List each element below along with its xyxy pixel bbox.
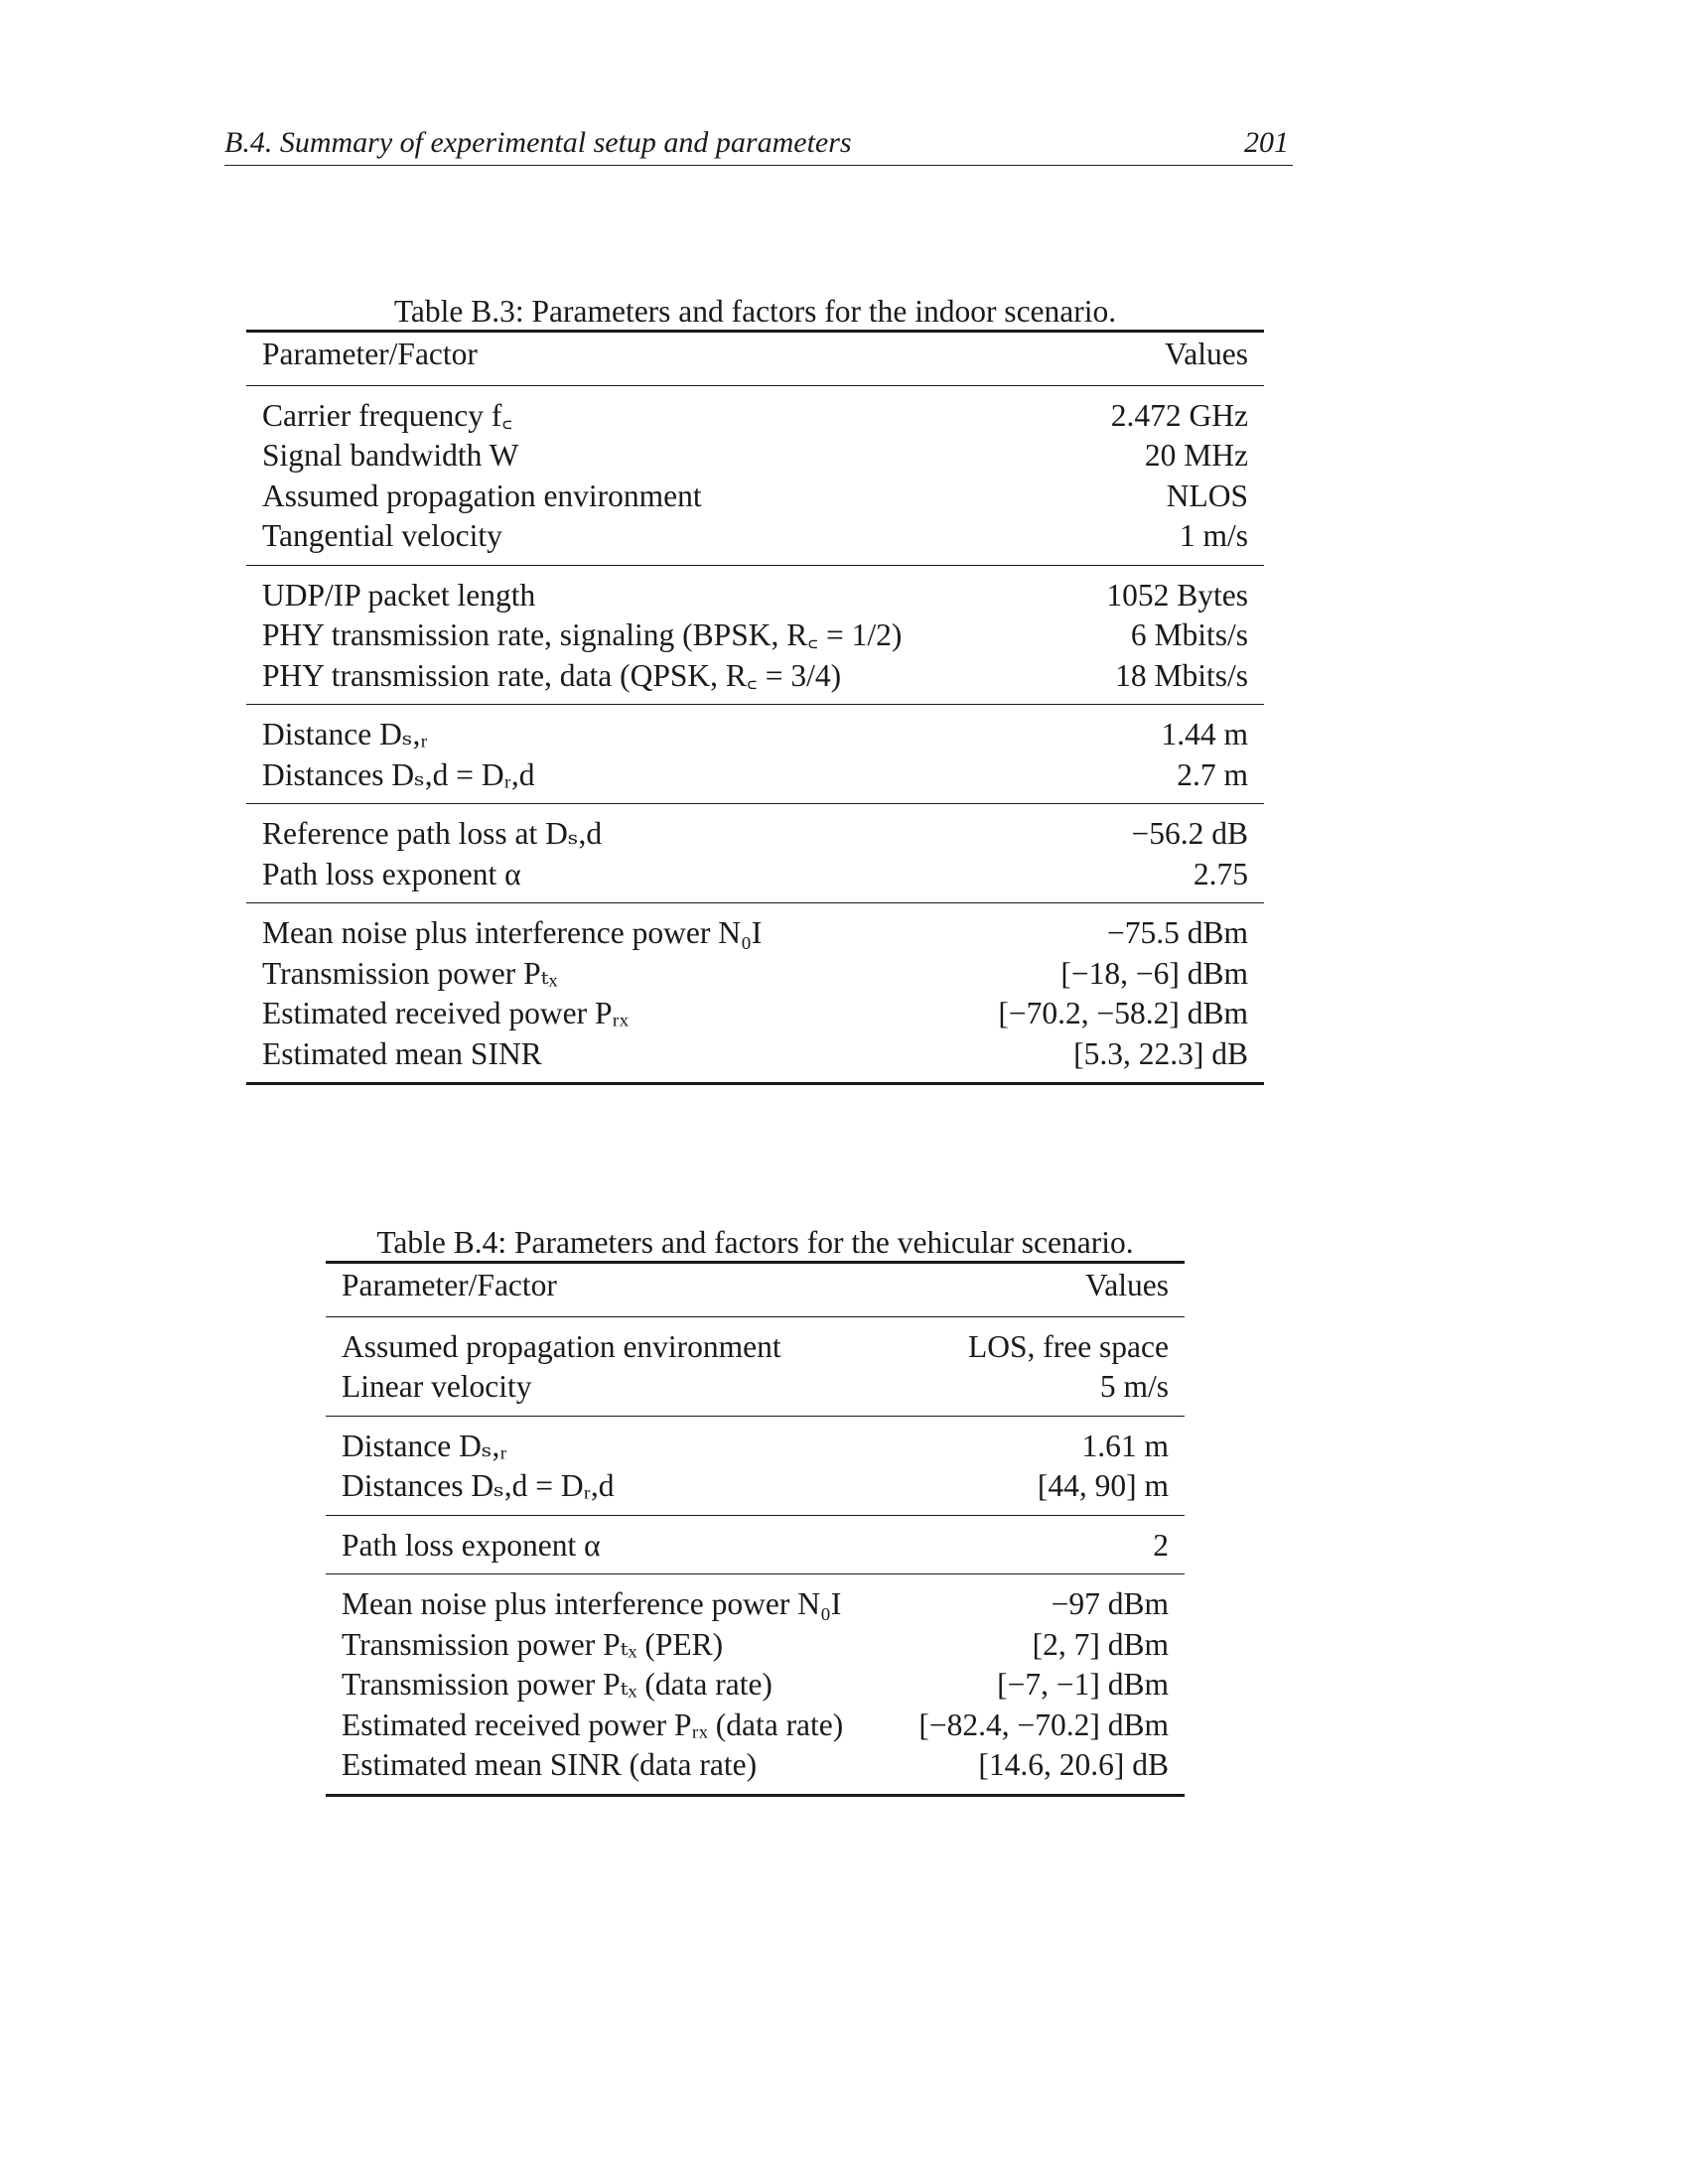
table-row: [246, 804, 1264, 855]
value-cell: [44, 90] m: [1037, 1468, 1169, 1503]
value-cell: 1 m/s: [1179, 518, 1248, 553]
table-header-row: [326, 1263, 1185, 1317]
parameter-cell: Transmission power Pₜₓ (data rate): [342, 1667, 773, 1702]
value-cell: −97 dBm: [888, 1574, 1185, 1625]
table-row: [326, 1745, 1185, 1795]
parameter-cell: Reference path loss at Dₛ,d: [246, 804, 963, 855]
parameter-cell: Path loss exponent α: [326, 1515, 888, 1574]
parameter-cell: Estimated received power Pᵣₓ (data rate): [342, 1706, 844, 1742]
value-cell: −56.2 dB: [963, 804, 1264, 855]
table-row: [246, 615, 1264, 656]
value-cell: [−7, −1] dBm: [997, 1667, 1169, 1702]
parameter-cell: Transmission power Pₜₓ (PER): [342, 1626, 724, 1662]
parameter-cell: UDP/IP packet length: [246, 565, 963, 615]
value-cell: 6 Mbits/s: [1130, 617, 1248, 652]
parameter-cell: Mean noise plus interference power N₀I: [326, 1574, 888, 1625]
table-row: [246, 1034, 1264, 1084]
table-row: [326, 1466, 1185, 1515]
parameter-cell: Mean noise plus interference power N₀I: [246, 903, 963, 954]
parameter-cell: PHY transmission rate, data (QPSK, R꜀ = 3/4): [262, 657, 842, 693]
table-b4: [326, 1225, 1185, 1797]
parameter-cell: Distance Dₛ,ᵣ: [246, 705, 963, 755]
table-row: [326, 1665, 1185, 1706]
value-cell: 1.61 m: [888, 1416, 1185, 1466]
table-row: [246, 565, 1264, 615]
table-row: [246, 656, 1264, 705]
table-row: [246, 755, 1264, 804]
parameter-cell: Distance Dₛ,ᵣ: [326, 1416, 888, 1466]
table-b3: [246, 294, 1264, 1085]
table-row: [246, 516, 1264, 565]
page-number: 201: [1244, 126, 1289, 159]
parameter-cell: Assumed propagation environment: [262, 478, 702, 513]
value-cell: 2.7 m: [1177, 756, 1248, 792]
parameter-cell: Path loss exponent α: [262, 856, 521, 891]
header-parameter: Parameter/Factor: [246, 332, 963, 386]
table-caption: Table B.3: Parameters and factors for the indoor scenario.: [393, 294, 1117, 329]
value-cell: [2, 7] dBm: [1032, 1626, 1169, 1662]
value-cell: [−70.2, −58.2] dBm: [998, 996, 1248, 1030]
parameter-cell: PHY transmission rate, signaling (BPSK, R꜀ = 1/2): [262, 617, 903, 652]
table-row: [326, 1367, 1185, 1416]
table-row: [326, 1574, 1185, 1625]
table-row: [246, 954, 1264, 995]
table-row: [246, 705, 1264, 755]
parameter-cell: Distances Dₛ,d = Dᵣ,d: [262, 756, 535, 792]
value-cell: 5 m/s: [1099, 1369, 1169, 1404]
parameter-cell: Estimated mean SINR (data rate): [326, 1745, 888, 1795]
value-cell: [−82.4, −70.2] dBm: [918, 1706, 1169, 1742]
header-parameter: Parameter/Factor: [326, 1263, 888, 1317]
parameter-cell: Assumed propagation environment: [326, 1316, 888, 1367]
parameter-cell: Linear velocity: [342, 1369, 532, 1404]
value-cell: −75.5 dBm: [963, 903, 1264, 954]
table-row: [246, 903, 1264, 954]
table-row: [246, 994, 1264, 1034]
table-row: [326, 1416, 1185, 1466]
parameter-cell: Signal bandwidth W: [262, 438, 519, 473]
parameter-table: [326, 1261, 1185, 1797]
parameter-table: [246, 330, 1264, 1085]
table-header-row: [246, 332, 1264, 386]
value-cell: 18 Mbits/s: [1115, 657, 1248, 693]
value-cell: [−18, −6] dBm: [1060, 955, 1248, 991]
header-values: Values: [963, 332, 1264, 386]
table-row: [326, 1515, 1185, 1574]
value-cell: 2.75: [1193, 856, 1248, 891]
parameter-cell: Estimated mean SINR: [246, 1034, 963, 1084]
parameter-cell: Distances Dₛ,d = Dᵣ,d: [342, 1468, 615, 1503]
value-cell: 1052 Bytes: [963, 565, 1264, 615]
value-cell: 2: [888, 1515, 1185, 1574]
parameter-cell: Tangential velocity: [262, 518, 502, 553]
table-row: [326, 1316, 1185, 1367]
table-row: [326, 1706, 1185, 1746]
table-row: [326, 1625, 1185, 1666]
table-row: [246, 436, 1264, 477]
table-row: [246, 385, 1264, 436]
value-cell: 1.44 m: [963, 705, 1264, 755]
table-caption: Table B.4: Parameters and factors for the vehicular scenario.: [376, 1225, 1134, 1260]
table-row: [246, 477, 1264, 517]
value-cell: 2.472 GHz: [963, 385, 1264, 436]
value-cell: [5.3, 22.3] dB: [963, 1034, 1264, 1084]
parameter-cell: Transmission power Pₜₓ: [262, 955, 558, 991]
parameter-cell: Estimated received power Pᵣₓ: [262, 996, 629, 1030]
running-head-section: B.4. Summary of experimental setup and parameters: [224, 126, 852, 159]
parameter-cell: Carrier frequency f꜀: [246, 385, 963, 436]
value-cell: 20 MHz: [1144, 438, 1248, 473]
header-values: Values: [888, 1263, 1185, 1317]
table-row: [246, 855, 1264, 903]
value-cell: [14.6, 20.6] dB: [888, 1745, 1185, 1795]
value-cell: LOS, free space: [888, 1316, 1185, 1367]
running-head: [224, 123, 1293, 166]
value-cell: NLOS: [1166, 478, 1248, 513]
